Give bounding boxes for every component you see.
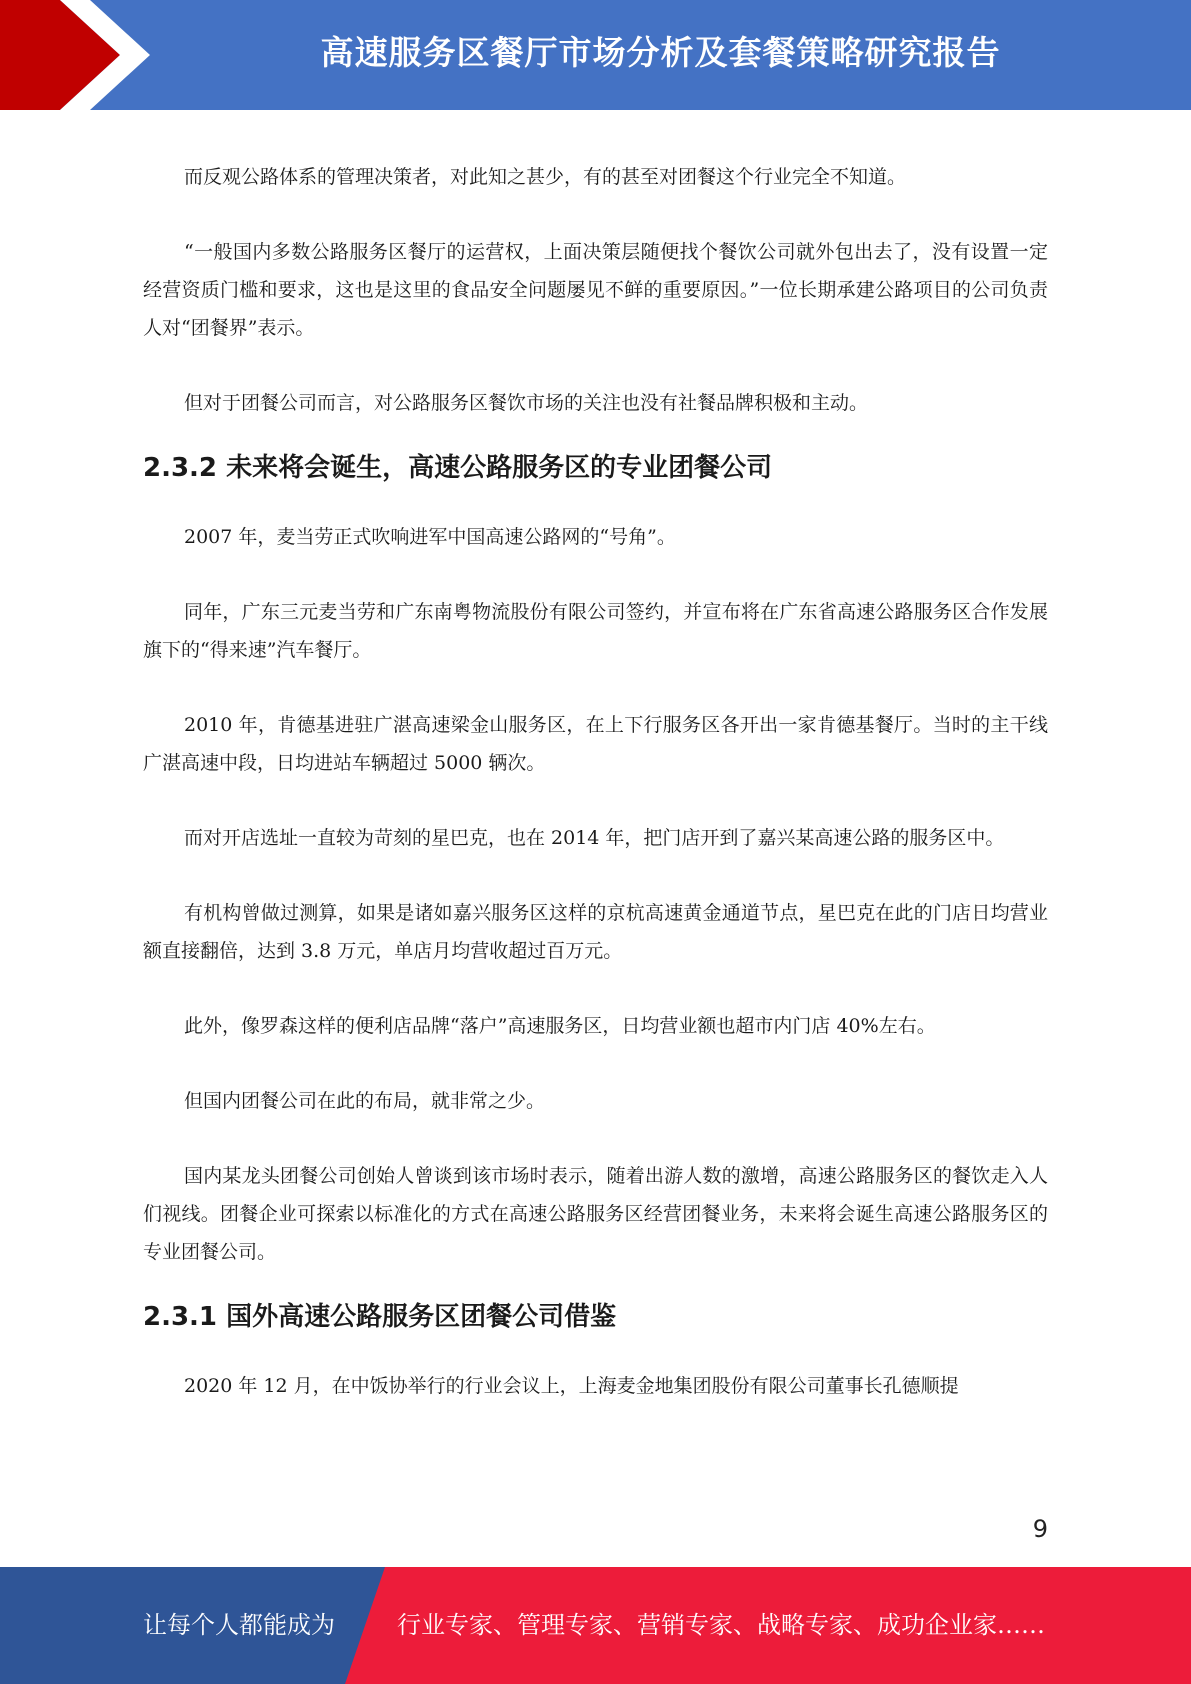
footer-slogan-right: 行业专家、管理专家、营销专家、战略专家、成功企业家…… (397, 1611, 1045, 1639)
paragraph: 国内某龙头团餐公司创始人曾谈到该市场时表示，随着出游人数的激增，高速公路服务区的餐饮走入人们视线。团餐企业可探索以标准化的方式在高速公路服务区经营团餐业务，未来将会诞生高速公路服务区的专业团餐公司。 (143, 1165, 1048, 1263)
paragraph: 有机构曾做过测算，如果是诸如嘉兴服务区这样的京杭高速黄金通道节点，星巴克在此的门店日均营业额直接翻倍，达到 3.8 万元，单店月均营收超过百万元。 (143, 902, 1048, 962)
paragraph: 同年，广东三元麦当劳和广东南粤物流股份有限公司签约，并宣布将在广东省高速公路服务区合作发展旗下的“得来速”汽车餐厅。 (143, 601, 1048, 661)
section-heading: 2.3.2 未来将会诞生，高速公路服务区的专业团餐公司 (143, 453, 773, 483)
footer-slogan-left: 让每个人都能成为 (143, 1611, 335, 1639)
paragraph: 而反观公路体系的管理决策者，对此知之甚少，有的甚至对团餐这个行业完全不知道。 (184, 166, 907, 188)
report-title: 高速服务区餐厅市场分析及套餐策略研究报告 (320, 33, 1001, 72)
paragraph: 但国内团餐公司在此的布局，就非常之少。 (184, 1090, 546, 1112)
paragraph: 2007 年，麦当劳正式吹响进军中国高速公路网的“号角”。 (184, 526, 676, 548)
main-content (143, 158, 1048, 1442)
page-header (0, 0, 1191, 110)
paragraph: 2010 年，肯德基进驻广湛高速梁金山服务区，在上下行服务区各开出一家肯德基餐厅。当时的主干线广湛高速中段，日均进站车辆超过 5000 辆次。 (143, 714, 1048, 774)
page-footer (0, 1567, 1191, 1684)
paragraph: 2020 年 12 月，在中饭协举行的行业会议上，上海麦金地集团股份有限公司董事长孔德顺提 (184, 1375, 959, 1397)
section-heading: 2.3.1 国外高速公路服务区团餐公司借鉴 (143, 1302, 617, 1332)
paragraph: “一般国内多数公路服务区餐厅的运营权，上面决策层随便找个餐饮公司就外包出去了，没有设置一定经营资质门槛和要求，这也是这里的食品安全问题屡见不鲜的重要原因。”一位长期承建公路项目的公司负责人对“团餐界”表示。 (143, 241, 1048, 339)
page-number: 9 (1032, 1515, 1048, 1543)
paragraph: 此外，像罗森这样的便利店品牌“落户”高速服务区，日均营业额也超市内门店 40%左右。 (184, 1015, 936, 1037)
paragraph: 而对开店选址一直较为苛刻的星巴克，也在 2014 年，把门店开到了嘉兴某高速公路的服务区中。 (184, 827, 1005, 849)
paragraph: 但对于团餐公司而言，对公路服务区餐饮市场的关注也没有社餐品牌积极和主动。 (184, 392, 869, 414)
